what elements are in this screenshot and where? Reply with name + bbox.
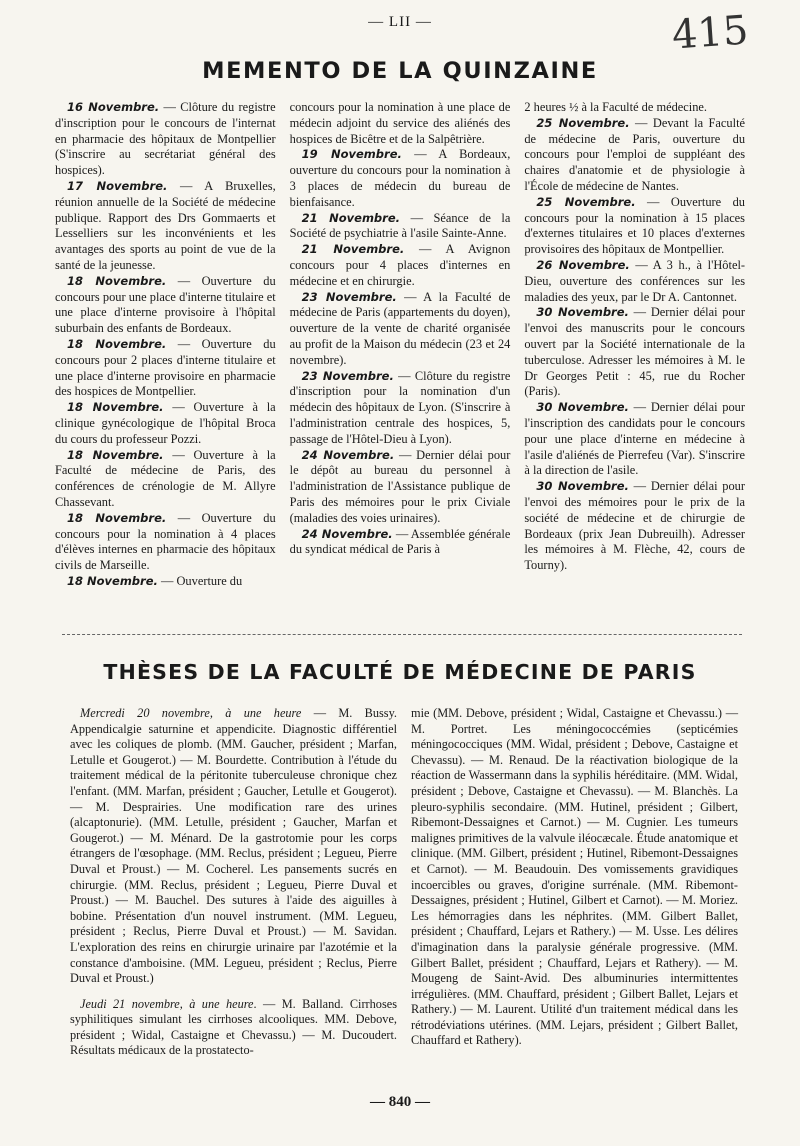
memento-entry [290,448,511,527]
page-header-roman: — LII — [368,14,432,30]
theses-column-left [70,706,397,1086]
session-date: Mercredi 20 novembre, à une heure [80,706,302,720]
entry-text: — Dernier délai pour l'envoi des manuscrits pour le concours ouvert par la Société internationale de la tuberculose. Adresser les mémoires à M. le Dr Georges Petit : 45, rue du Rocher (Paris). [524,305,746,399]
memento-continuation: 2 heures ½ à la Faculté de médecine. [524,100,708,114]
memento-entry [290,527,511,559]
theses-title: THÈSES DE LA FACULTÉ DE MÉDECINE DE PARIS [103,660,697,684]
entry-text: — Ouverture du concours pour la nomination à 4 places d'élèves internes en pharmacie des hôpitaux civils de Marseille. [55,510,276,573]
entry-date: 25 Novembre. [536,115,630,130]
memento-entry [524,400,745,479]
entry-date: 30 Novembre. [536,400,629,415]
memento-entry [55,337,276,400]
memento-column-1 [55,100,276,620]
entry-date: 24 Novembre. [301,526,393,541]
memento-entry [55,574,276,590]
entry-date: 18 Novembre. [67,510,167,525]
entry-text: — Ouverture du concours pour 2 places d'interne titulaire et une place d'interne provisoire en pharmacie des hospices de Montpellier. [55,336,276,399]
memento-entry [290,369,511,448]
entry-date: 26 Novembre. [536,257,630,272]
entry-text: — Ouverture du concours pour une place d'interne titulaire et une place d'interne provisoire à l'hôpital suburbain des enfants de Bordeaux. [55,273,276,336]
entry-text: — A Avignon concours pour 4 places d'internes en médecine et en chirurgie. [289,242,511,288]
memento-column-3 [524,100,745,620]
entry-text: — Devant la Faculté de médecine de Paris, ouverture du concours pour l'emploi de suppléant des chaires d'anatomie et de physiologie à l'École de médecine de Nantes. [524,115,746,193]
entry-date: 23 Novembre. [301,289,397,304]
memento-entry [55,274,276,337]
memento-entry [290,147,511,210]
theses-column-right [411,706,738,1086]
entry-date: 21 Novembre. [301,242,405,257]
session-date: Jeudi 21 novembre, à une heure [80,996,254,1011]
entry-date: 24 Novembre. [301,447,395,462]
entry-text: — Dernier délai pour l'inscription des candidats pour le concours pour une place d'interne en médecine à l'asile d'aliénés de Pierrefeu (Var). S'inscrire à la direction de l'asile. [524,400,746,478]
entry-text: — Assemblée générale du syndicat médical de Paris à [289,526,511,557]
entry-date: 19 Novembre. [301,147,402,162]
entry-date: 23 Novembre. [301,368,394,383]
entry-text: — A 3 h., à l'Hôtel-Dieu, ouverture des conférences sur les maladies des yeux, par le Dr A. Cantonnet. [524,257,746,304]
entry-text: — Clôture du registre d'inscription pour la nomination d'un médecin des hôpitaux de Lyon. (S'inscrire à l'administration centrale des hospices, 5, passage de l'Hôtel-Dieu à Lyon). [289,368,511,446]
memento-continuation: concours pour la nomination à une place de médecin adjoint du service des aliénés des hospices de Bicêtre et de la Salpêtrière. [289,100,511,146]
entry-text: — A Bordeaux, ouverture du concours pour la nomination à 3 places de médecin du bureau de bienfaisance. [289,147,511,209]
memento-entry [55,100,276,179]
entry-text: — Dernier délai pour le dépôt au bureau du personnel à l'administration de l'Assistance publique de Paris des mémoires pour le prix Civiale (maladies des voies urinaires). [289,447,511,525]
memento-entry [290,242,511,289]
entry-text: — Séance de la Société de psychiatrie à l'asile Sainte-Anne. [289,210,511,241]
theses-columns [70,706,738,1086]
memento-title: MEMENTO DE LA QUINZAINE [202,58,598,84]
entry-text: — Ouverture à la Faculté de médecine de Paris, des conférences de crénologie de M. Allyre Chassevant. [55,447,276,509]
memento-entry [524,195,745,258]
memento-entry [55,448,276,511]
memento-column-2 [290,100,511,620]
entry-date: 18 Novembre. [67,573,158,588]
memento-entry [290,211,511,243]
memento-entry [55,511,276,574]
entry-text: — Ouverture du [157,573,243,588]
entry-date: 21 Novembre. [301,210,401,225]
memento-entry [524,305,745,400]
entry-text: — Ouverture du concours pour la nomination à 15 places d'externes titulaires et 10 places d'externes provisoires des hôpitaux de Montpellier. [524,194,746,257]
entry-date: 18 Novembre. [67,336,167,351]
entry-text: — Ouverture à la clinique gynécologique de l'hôpital Broca du cours du professeur Pozzi. [55,400,276,446]
memento-entry [55,179,276,274]
entry-date: 25 Novembre. [536,194,636,209]
entry-text: — Dernier délai pour l'envoi des mémoires pour le prix de la société de médecine et de chirurgie de Bordeaux (prix Jean Dubreuilh). Adresser les mémoires à M. Flèche, 42, cours de Tourny). [524,479,746,573]
memento-entry [524,116,745,195]
entry-date: 17 Novembre. [67,178,168,193]
entry-date: 30 Novembre. [536,479,629,494]
entry-text: — A la Faculté de médecine de Paris (appartements du doyen), ouverture de la vente de charité organisée au profit de la Maison du médecin (23 et 24 novembre). [289,289,511,367]
memento-entry [524,479,745,574]
entry-date: 18 Novembre. [67,273,167,288]
handwritten-annotation: 415 [670,7,750,59]
entry-date: 18 Novembre. [67,447,164,462]
page-number: — 840 — [370,1094,430,1110]
entry-date: 30 Novembre. [536,305,629,320]
entry-date: 16 Novembre. [67,100,160,114]
theses-right-text: mie (MM. Debove, président ; Widal, Castaigne et Chevassu.) — M. Portret. Les méningococcémies (septicémies méningococciques (MM. Widal, président ; Debove, Castaigne et Chevassu). — M. Renaud. De la réactivation biologique de la réaction de Wassermann dans la syphilis héréditaire. (MM. Widal, président ; Debove, Castaigne et Chevassu). — M. Blanchès. La pleuro-syphilis secondaire. (MM. Hutinel, président ; Gilbert, Ribemont-Dessaignes et Carnot.) — M. Cugnier. Les tumeurs malignes primitives de la valvule iléocæcale. Étude anatomique et clinique. (MM. Gilbert, président ; Hutinel, Ribemont-Dessaignes et Carnot). — M. Beaudouin. Des vomissements gravidiques incoercibles ou graves, d'origine surrénale. (MM. Ribemont-Dessaignes, président ; Hutinel, Gilbert et Carnot). — M. Moriez. Les hémorragies dans les néphrites. (MM. Gilbert Ballet, président ; Chauffard, Lejars et Rathery.) — M. Usse. Les délires d'imagination dans la paralysie générale progressive. (MM. Gilbert Ballet, président ; Chauffard, Lejars et Rathery). — M. Mougeng de Saint-Avid. Des albuminuries intermittentes irrégulières. (MM. Chauffard, président ; Gilbert Ballet, Lejars et Rathery.) — M. Laurent. Utilité d'un traitement médical dans les rétrodéviations utérines. (MM. Lejars, président ; Gilbert Ballet, Chauffard et Rathery). [411,706,738,1048]
session-text: — M. Bussy. Appendicalgie saturnine et appendicite. Diagnostic différentiel avec les coliques de plomb. (MM. Gaucher, président ; Marfan, Letulle et Gougerot.) — M. Bourdette. Contribution à l'étude du traitement médical de la péritonite tuberculeuse chronique chez l'enfant. (MM. Marfan, président ; Gaucher, Letulle et Gougerot). — M. Desprairies. Une modification rare des urines (alcaptonurie). (MM. Letulle, président ; Gaucher, Marfan et Gougerot.) — M. Ménard. De la gastrotomie pour les corps étrangers de l'œsophage. (MM. Reclus, président ; Legueu, Pierre Duval et Proust.) — M. Cocherel. Les pansements sucrés en chirurgie. (MM. Reclus, président ; Legueu, Pierre Duval et Proust.) — M. Bauchel. Des sutures à l'aide des aiguilles à bobine. Présentation d'un nouvel instrument. (MM. Legueu, président ; Reclus, Pierre Duval et Proust.) — M. Savidan. L'exploration des reins en chirurgie urinaire par l'azotémie et la constance d'amboisine. (MM. Legueu, président ; Reclus, Pierre Duval et Proust.) [70,706,398,986]
theses-session [70,706,397,987]
session-text: . — M. Balland. Cirrhoses syphilitiques simulant les cirrhoses alcooliques. MM. Debove, président ; Widal, Castaigne et Chevassu.) — M. Ducoudert. Résultats médicaux de la prostatecto- [70,996,397,1058]
memento-entry [524,258,745,305]
theses-session [70,997,397,1059]
entry-text: — Clôture du registre d'inscription pour le concours de l'internat en pharmacie des hôpitaux de Montpellier (S'inscrire au secrétariat général des hospices). [55,100,276,178]
memento-entry [55,400,276,447]
memento-entry [290,290,511,369]
memento-columns [55,100,745,620]
entry-date: 18 Novembre. [67,400,164,415]
section-divider [62,634,742,635]
entry-text: — A Bruxelles, réunion annuelle de la Société de médecine publique. Rapport des Drs Gommaerts et Lesselliers sur les inconvénients et les avantages des sports au point de vue de la santé de la jeunesse. [55,178,276,272]
